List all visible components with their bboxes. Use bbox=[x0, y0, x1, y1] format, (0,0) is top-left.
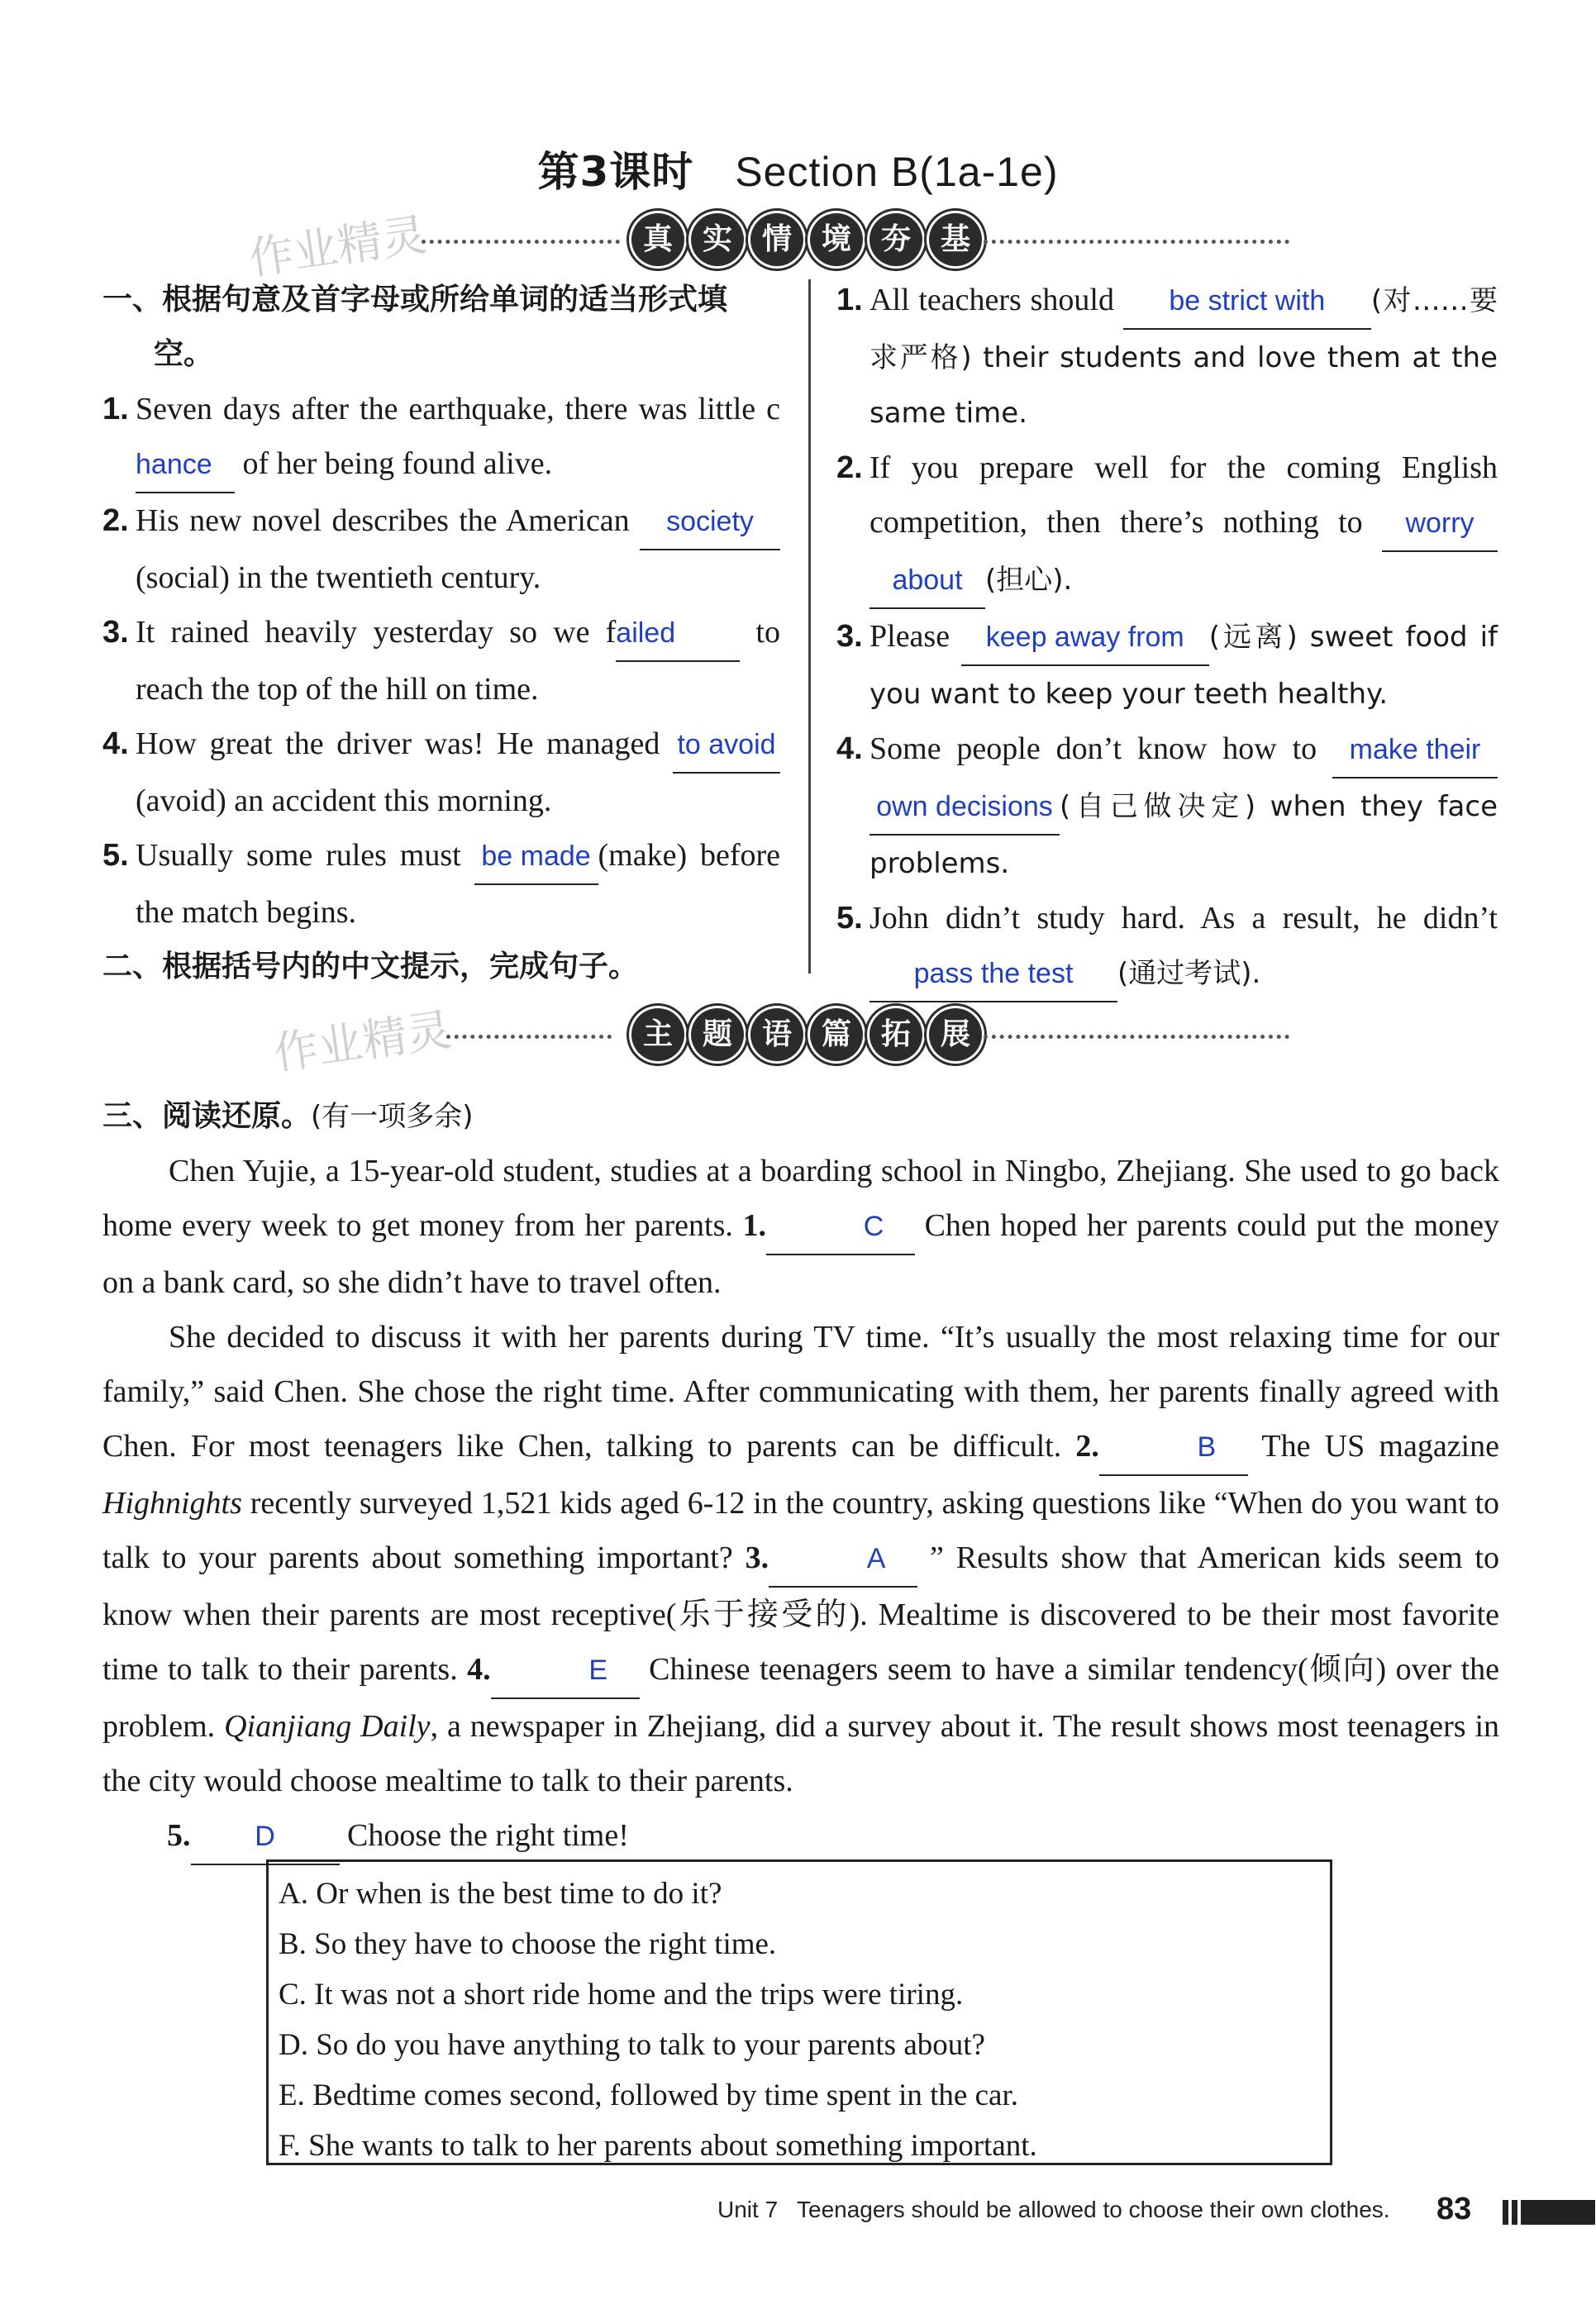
answer-blank[interactable]: hance bbox=[136, 437, 235, 493]
paragraph-text: ” Results show that American kids seem to know when their parents are most receptive(乐于接受的). Mealtime is discovered to be their most favorite time to talk to their parents. bbox=[102, 1540, 1499, 1687]
answer-blank[interactable]: be made bbox=[474, 829, 598, 885]
paragraph-text: Chen Yujie, a 15-year-old student, studies at a boarding school in Ningbo, Zhejiang. She used to go back home every week to get money from her parents. bbox=[102, 1154, 1499, 1243]
item-text: John didn’t study hard. As a result, he didn’t bbox=[869, 901, 1498, 936]
answer-blank[interactable]: be strict with bbox=[1123, 274, 1371, 330]
option-e: E. Bedtime comes second, followed by time spent in the car. bbox=[279, 2078, 1018, 2112]
answer-blank[interactable]: A bbox=[769, 1531, 917, 1588]
part1-item-5 bbox=[102, 828, 780, 940]
banner-char: 题 bbox=[691, 1008, 744, 1061]
blank-number: 1. bbox=[742, 1208, 766, 1243]
item-number: 1. bbox=[836, 283, 863, 317]
banner-char: 篇 bbox=[810, 1008, 863, 1061]
part1-heading: 一、根据句意及首字母或所给单词的适当形式填空。 bbox=[102, 283, 728, 371]
lesson-label: 第3课时 bbox=[537, 148, 694, 196]
answer-blank[interactable]: worry bbox=[1382, 496, 1498, 552]
item-number: 3. bbox=[836, 619, 863, 654]
item-number: 5. bbox=[836, 901, 863, 936]
item-number: 1. bbox=[102, 392, 129, 426]
part1-column bbox=[102, 273, 780, 994]
banner-char: 真 bbox=[631, 213, 684, 266]
item-number: 4. bbox=[102, 726, 129, 761]
answer-blank[interactable]: pass the test bbox=[869, 946, 1117, 1002]
part3-heading bbox=[102, 1089, 1499, 1144]
item-text: (自己做决定) when they face problems. bbox=[869, 790, 1498, 880]
watermark-text: 作业精灵 bbox=[245, 208, 430, 285]
part1-item-3 bbox=[102, 605, 780, 717]
watermark-text: 作业精灵 bbox=[270, 1003, 455, 1080]
page-number: 83 bbox=[1436, 2192, 1472, 2226]
answer-blank-2[interactable]: about bbox=[869, 553, 985, 609]
answer-blank[interactable]: to avoid bbox=[673, 717, 780, 774]
paragraph-text: Choose the right time! bbox=[339, 1818, 629, 1853]
part2-column bbox=[836, 273, 1498, 1002]
item-text: (avoid) an accident this morning. bbox=[136, 783, 552, 818]
paragraph-text: The US magazine bbox=[1247, 1429, 1499, 1464]
item-text: (通过考试). bbox=[1117, 957, 1261, 990]
part2-item-2 bbox=[836, 440, 1498, 609]
page-title bbox=[0, 139, 1596, 198]
item-text: All teachers should bbox=[869, 283, 1123, 317]
item-number: 4. bbox=[836, 731, 863, 766]
item-text: (social) in the twentieth century. bbox=[136, 560, 541, 595]
banner-char: 实 bbox=[691, 213, 744, 266]
blank-number: 5. bbox=[167, 1818, 191, 1853]
bar-mark bbox=[1521, 2200, 1595, 2225]
banner-dots-right bbox=[984, 1035, 1289, 1039]
footer-unit-title: Teenagers should be allowed to choose their own clothes. bbox=[797, 2197, 1390, 2222]
part2-item-4 bbox=[836, 721, 1498, 891]
answer-blank[interactable]: society bbox=[640, 494, 780, 550]
part1-item-1 bbox=[102, 382, 780, 493]
answer-blank[interactable]: D bbox=[191, 1809, 340, 1865]
item-text: If you prepare well for the coming English competition, then there’s nothing to bbox=[869, 450, 1498, 540]
banner-char: 语 bbox=[750, 1008, 803, 1061]
item-text: (make) before the match begins. bbox=[136, 838, 781, 930]
item-text: (担心). bbox=[985, 564, 1073, 597]
bar-mark bbox=[1512, 2200, 1517, 2225]
answer-blank[interactable]: keep away from bbox=[961, 610, 1209, 666]
part2-item-5 bbox=[836, 891, 1498, 1002]
banner-char: 情 bbox=[750, 213, 803, 266]
part2-item-1 bbox=[836, 273, 1498, 440]
section-label: Section B(1a-1e) bbox=[735, 149, 1059, 195]
part2-item-3 bbox=[836, 609, 1498, 721]
banner-char: 展 bbox=[929, 1008, 982, 1061]
blank-number: 2. bbox=[1075, 1429, 1099, 1464]
answer-blank[interactable]: E bbox=[491, 1643, 640, 1699]
paragraph-text: She decided to discuss it with her parents during TV time. “It’s usually the most relaxing time for our family,” said Chen. She chose the right time. After communicating with them, her parents finally agreed with Chen. For most teenagers like Chen, talking to parents can be difficult. bbox=[102, 1320, 1499, 1464]
page-bar-decoration bbox=[1503, 2200, 1595, 2225]
part2-heading: 二、根据括号内的中文提示，完成句子。 bbox=[102, 950, 639, 983]
banner-char: 境 bbox=[810, 213, 863, 266]
options-box bbox=[266, 1859, 1332, 2165]
option-c: C. It was not a short ride home and the trips were tiring. bbox=[279, 1978, 964, 2012]
banner-title bbox=[631, 213, 982, 266]
item-number: 2. bbox=[102, 503, 129, 538]
banner-char: 拓 bbox=[869, 1008, 922, 1061]
option-f: F. She wants to talk to her parents about something important. bbox=[279, 2129, 1037, 2163]
paragraph-text: , a newspaper in Zhejiang, did a survey about it. The result shows most teenagers in the city would choose mealtime to talk to their parents. bbox=[102, 1709, 1500, 1798]
blank-number: 4. bbox=[467, 1652, 491, 1687]
footer-unit: Unit 7 bbox=[717, 2197, 779, 2222]
banner-char: 基 bbox=[929, 213, 982, 266]
part1-item-2 bbox=[102, 493, 780, 605]
item-text: (远离) sweet food if you want to keep your teeth healthy. bbox=[869, 621, 1498, 711]
reading-paragraph-1 bbox=[102, 1144, 1499, 1310]
item-number: 3. bbox=[102, 615, 129, 650]
item-number: 5. bbox=[102, 838, 129, 873]
item-text: How great the driver was! He managed bbox=[136, 726, 673, 761]
newspaper-name: Qianjiang Daily bbox=[224, 1709, 431, 1744]
banner-char: 夯 bbox=[869, 213, 922, 266]
paragraph-text: Chinese teenagers seem to have a similar tendency(倾向) over the problem. bbox=[102, 1652, 1499, 1744]
item-text: Usually some rules must bbox=[136, 838, 474, 873]
item-text: Seven days after the earthquake, there was little c bbox=[136, 392, 780, 426]
item-text: Some people don’t know how to bbox=[869, 731, 1332, 766]
option-a: A. Or when is the best time to do it? bbox=[279, 1877, 722, 1911]
item-text: Please bbox=[869, 619, 961, 654]
banner-title bbox=[631, 1008, 982, 1061]
banner-dots-right bbox=[984, 240, 1289, 244]
part3-heading-text: 三、阅读还原。 bbox=[102, 1099, 312, 1133]
item-text: (对……要求严格) their students and love them at the same time. bbox=[869, 284, 1498, 430]
banner-char: 主 bbox=[631, 1008, 684, 1061]
item-text: His new novel describes the American bbox=[136, 503, 640, 538]
part3-reading bbox=[102, 1089, 1499, 1865]
column-divider bbox=[808, 279, 811, 974]
item-text: to reach the top of the hill on time. bbox=[136, 615, 780, 707]
reading-paragraph-2 bbox=[102, 1310, 1499, 1808]
paragraph-text: Chen hoped her parents could put the money on a bank card, so she didn’t have to travel often. bbox=[102, 1208, 1499, 1300]
magazine-name: Highnights bbox=[102, 1486, 242, 1521]
option-d: D. So do you have anything to talk to your parents about? bbox=[279, 2028, 985, 2062]
blank-number: 3. bbox=[745, 1540, 769, 1575]
banner-dots-left bbox=[446, 1035, 612, 1039]
answer-blank[interactable]: B bbox=[1099, 1420, 1248, 1476]
item-text: It rained heavily yesterday so we f bbox=[136, 615, 617, 650]
bar-mark bbox=[1503, 2200, 1508, 2225]
paragraph-text: recently surveyed 1,521 kids aged 6-12 in the country, asking questions like “When do you want to talk to your parents about something important? bbox=[102, 1486, 1499, 1575]
reading-paragraph-3 bbox=[102, 1808, 1499, 1865]
answer-blank[interactable]: make their bbox=[1332, 722, 1498, 778]
item-number: 2. bbox=[836, 450, 863, 485]
page-footer bbox=[717, 2197, 1390, 2223]
answer-blank[interactable]: ailed bbox=[616, 606, 740, 662]
part1-item-4 bbox=[102, 717, 780, 828]
option-b: B. So they have to choose the right time. bbox=[279, 1927, 777, 1961]
banner-dots-left bbox=[422, 240, 620, 244]
banner-extension bbox=[0, 1003, 1596, 1080]
banner-basics bbox=[0, 208, 1596, 285]
item-text: of her being found alive. bbox=[235, 446, 553, 481]
answer-blank[interactable]: C bbox=[766, 1199, 915, 1255]
answer-blank-2[interactable]: own decisions bbox=[869, 779, 1060, 836]
part3-heading-note: (有一项多余) bbox=[311, 1100, 474, 1133]
